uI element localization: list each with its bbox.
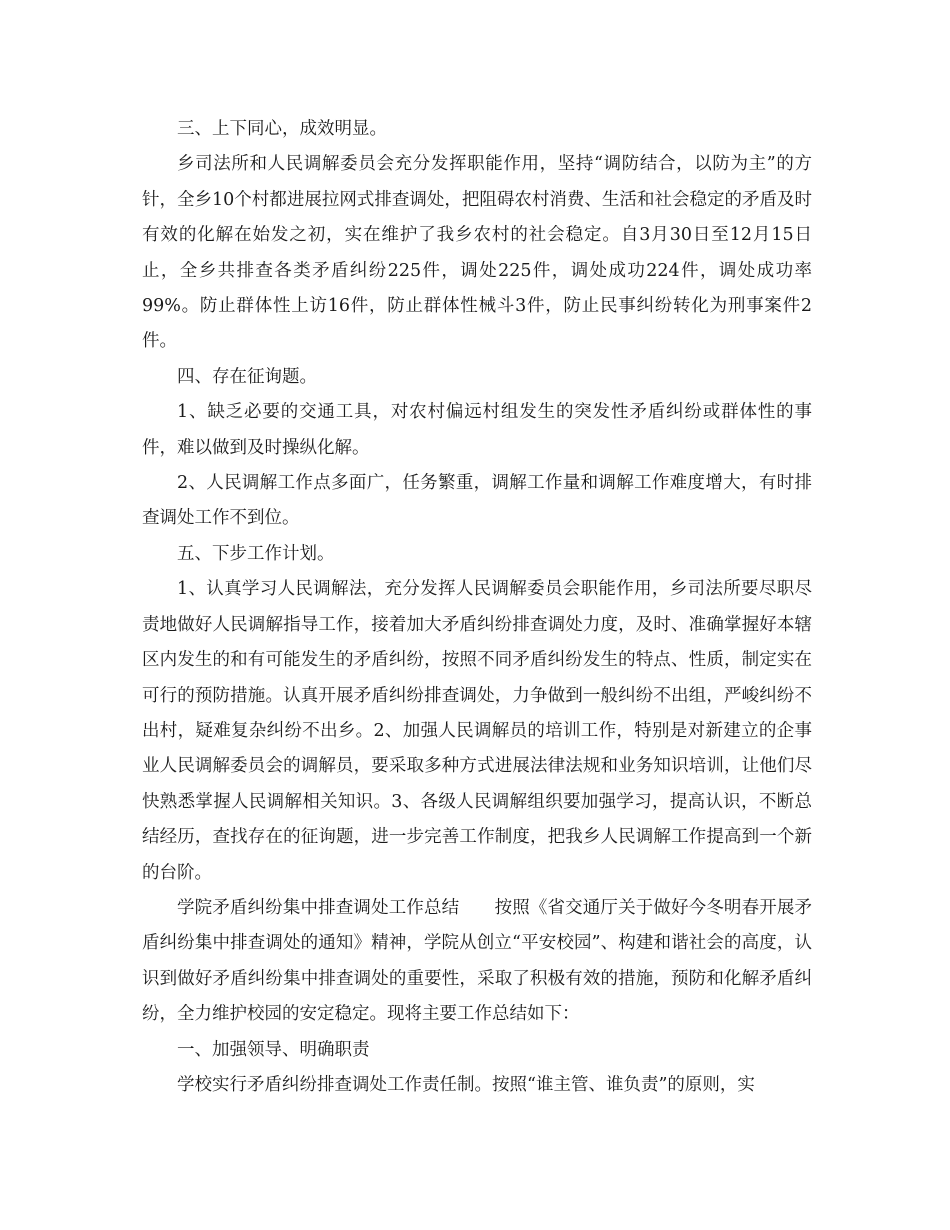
body-paragraph-results: 乡司法所和人民调解委员会充分发挥职能作用，坚持“调防结合，以防为主”的方针，全乡10个村都进展拉网式排查调处，把阻碍农村消费、生活和社会稳定的矛盾及时有效的化解在始发之初，实在维护了我乡农村的社会稳定。自3月30日至12月15日止，全乡共排查各类矛盾纠纷225件，调处225件，调处成功224件，调处成功率99%。防止群体性上访16件，防止群体性械斗3件，防止民事纠纷转化为刑事案件2件。: [142, 154, 812, 352]
section-heading-next-plan: 五、下步工作计划。: [177, 543, 335, 564]
body-paragraph-next-plan: 1、认真学习人民调解法，充分发挥人民调解委员会职能作用，乡司法所要尽职尽责地做好人民调解指导工作，接着加大矛盾纠纷排查调处力度，及时、准确掌握好本辖区内发生的和有可能发生的矛盾纠纷，按照不同矛盾纠纷发生的特点、性质，制定实在可行的预防措施。认真开展矛盾纠纷排查调处，力争做到一般纠纷不出组，严峻纠纷不出村，疑难复杂纠纷不出乡。2、加强人民调解员的培训工作，特别是对新建立的企事业人民调解委员会的调解员，要采取多种方式进展法律法规和业务知识培训，让他们尽快熟悉掌握人民调解相关知识。3、各级人民调解组织要加强学习，提高认识，不断总结经历，查找存在的征询题，进一步完善工作制度，把我乡人民调解工作提高到一个新的台阶。: [142, 579, 812, 883]
problem-item-2: 2、人民调解工作点多面广，任务繁重，调解工作量和调解工作难度增大，有时排查调处工作不到位。: [142, 473, 812, 529]
body-paragraph-college-summary: 学院矛盾纠纷集中排查调处工作总结 按照《省交通厅关于做好今冬明春开展矛盾纠纷集中排查调处的通知》精神，学院从创立“平安校园”、构建和谐社会的高度，认识到做好矛盾纠纷集中排查调处的重要性，采取了积极有效的措施，预防和化解矛盾纠纷，全力维护校园的安定稳定。现将主要工作总结如下：: [142, 897, 812, 1025]
body-paragraph-leadership: 学校实行矛盾纠纷排查调处工作责任制。按照“谁主管、谁负责”的原则，实: [177, 1074, 755, 1095]
document-body: [142, 112, 812, 1103]
section-heading-problems: 四、存在征询题。: [177, 366, 317, 387]
section-heading-leadership: 一、加强领导、明确职责: [177, 1039, 370, 1060]
problem-item-1: 1、缺乏必要的交通工具，对农村偏远村组发生的突发性矛盾纠纷或群体性的事件，难以做到及时操纵化解。: [142, 402, 812, 458]
section-heading-results: 三、上下同心，成效明显。: [177, 119, 387, 139]
